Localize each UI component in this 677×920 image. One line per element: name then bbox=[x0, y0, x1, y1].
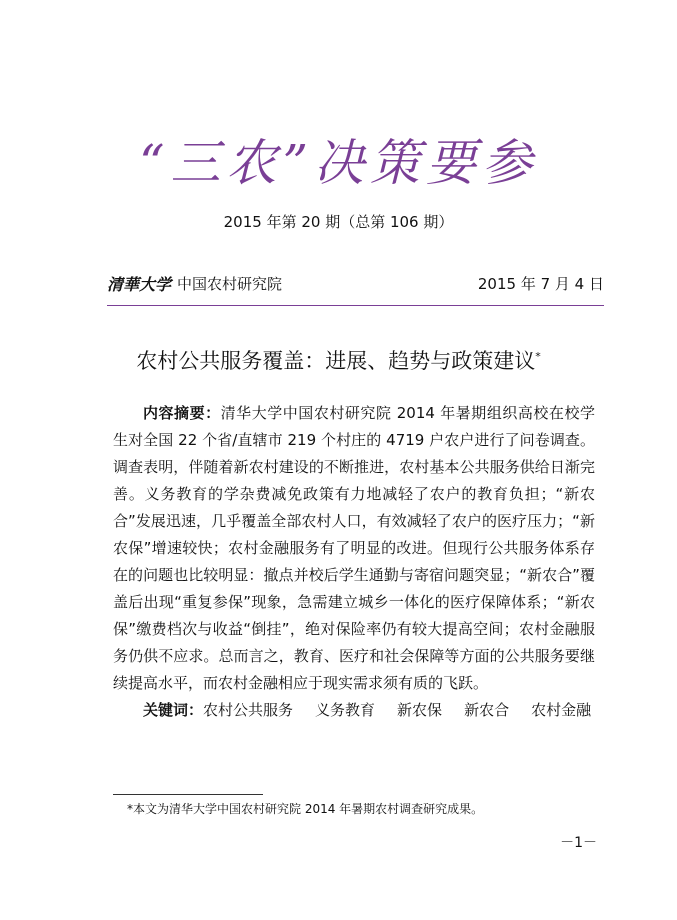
abstract-label: 内容摘要： bbox=[143, 404, 221, 422]
page-number: －1－ bbox=[560, 835, 597, 851]
article-title bbox=[0, 345, 677, 375]
header-divider bbox=[107, 305, 604, 306]
keywords-label: 关键词： bbox=[143, 701, 204, 719]
footnote-marker: * bbox=[535, 350, 541, 363]
masthead-title: “三农”决策要参 bbox=[138, 134, 539, 192]
keyword: 新农合 bbox=[464, 701, 510, 719]
keyword: 农村金融 bbox=[531, 701, 592, 719]
keyword: 新农保 bbox=[397, 701, 443, 719]
issue-number: 2015 年第 20 期（总第 106 期） bbox=[223, 213, 454, 231]
abstract-text: 清华大学中国农村研究院 2014 年暑期组织高校在校学生对全国 22 个省/直辖市 219 个村庄的 4719 户农户进行了问卷调查。调查表明，伴随着新农村建设的不断推进，农村基本公共服务供给日渐完善。义务教育的学杂费减免政策有力地减轻了农户的教育负担；“新农合”发展迅速，几乎覆盖全部农村人口，有效减轻了农户的医疗压力；“新农保”增速较快；农村金融服务有了明显的改进。但现行公共服务体系存在的问题也比较明显：撤点并校后学生通勤与寄宿问题突显；“新农合”覆盖后出现“重复参保”现象，急需建立城乡一体化的医疗保障体系；“新农保”缴费档次与收益“倒挂”，绝对保险率仍有较大提高空间；农村金融服务仍供不应求。总而言之，教育、医疗和社会保障等方面的公共服务要继续提高水平，而农村金融相应于现实需求须有质的飞跃。 bbox=[113, 404, 595, 692]
keywords-line bbox=[113, 697, 595, 724]
article-title-text: 农村公共服务覆盖：进展、趋势与政策建议 bbox=[136, 349, 536, 373]
abstract-paragraph bbox=[113, 400, 595, 697]
publish-date: 2015 年 7 月 4 日 bbox=[477, 275, 604, 293]
footnote: *本文为清华大学中国农村研究院 2014 年暑期农村调查研究成果。 bbox=[127, 802, 484, 816]
keyword: 义务教育 bbox=[315, 701, 376, 719]
footnote-divider bbox=[113, 794, 263, 795]
keyword: 农村公共服务 bbox=[203, 701, 294, 719]
org-name: 中国农村研究院 bbox=[177, 275, 283, 293]
abstract-block bbox=[113, 400, 595, 724]
org-row bbox=[107, 272, 604, 298]
university-logo: 清華大学 bbox=[107, 275, 172, 294]
